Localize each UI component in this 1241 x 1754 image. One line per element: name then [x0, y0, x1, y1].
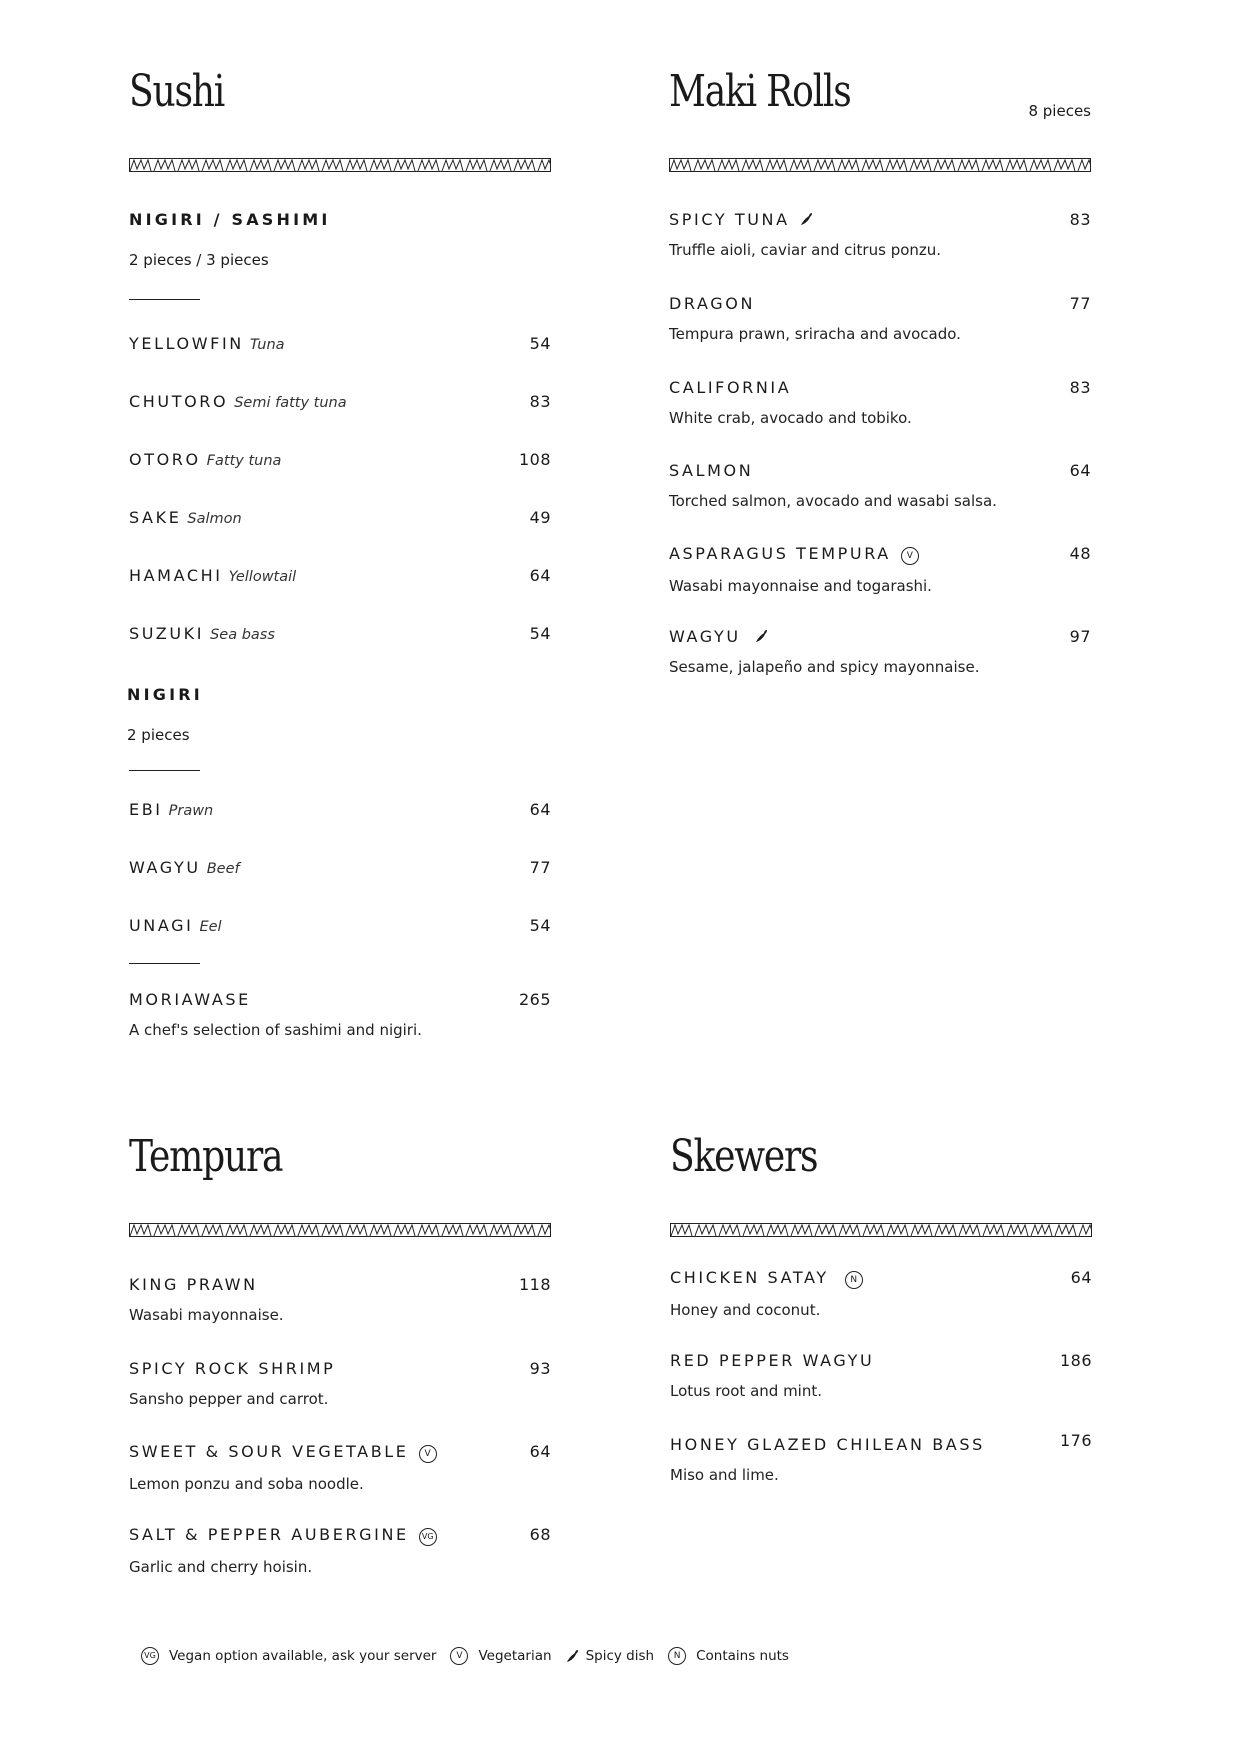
legend-nuts: [668, 1647, 789, 1665]
item-description: White crab, avocado and tobiko.: [669, 409, 912, 427]
item-translation: Fatty tuna: [206, 453, 282, 469]
menu-item: [669, 378, 1091, 427]
item-price: 83: [1069, 210, 1091, 229]
menu-item: [129, 800, 551, 819]
vegetarian-icon: V: [901, 547, 919, 565]
menu-item: [669, 627, 1091, 676]
item-translation: Semi fatty tuna: [234, 395, 347, 411]
item-price: 108: [518, 450, 551, 469]
legend-vegetarian: [450, 1647, 551, 1665]
item-translation: Eel: [199, 919, 222, 935]
spicy-icon: [566, 1649, 580, 1663]
menu-item: [129, 858, 551, 877]
menu-item: [129, 1275, 551, 1324]
menu-item: [670, 1268, 1092, 1319]
item-price: 64: [1069, 461, 1091, 480]
item-price: 48: [1069, 544, 1091, 563]
decorative-border: [129, 158, 551, 172]
item-translation: Yellowtail: [228, 569, 297, 585]
item-translation: Salmon: [187, 511, 242, 527]
vegetarian-icon: V: [450, 1647, 468, 1665]
item-price: 186: [1059, 1351, 1092, 1370]
nuts-icon: N: [845, 1271, 863, 1289]
skewers-section: [670, 1131, 1092, 1535]
group-subtitle: 2 pieces: [127, 726, 190, 744]
menu-item: [129, 990, 551, 1039]
item-price: 64: [529, 800, 551, 819]
item-name: ASPARAGUS TEMPURA: [669, 544, 891, 563]
item-price: 77: [529, 858, 551, 877]
item-name: WAGYU: [669, 627, 741, 646]
menu-item: [129, 916, 551, 935]
item-name: RED PEPPER WAGYU: [670, 1351, 875, 1370]
section-title: Maki Rolls: [669, 66, 851, 117]
menu-item: [669, 461, 1091, 510]
legend-label: Vegetarian: [478, 1648, 552, 1664]
item-description: Wasabi mayonnaise and togarashi.: [669, 577, 932, 595]
item-name: MORIAWASE: [129, 990, 251, 1009]
menu-item: [670, 1431, 1092, 1484]
menu-item: [129, 508, 551, 527]
item-name: SPICY ROCK SHRIMP: [129, 1359, 336, 1378]
item-price: 64: [1070, 1268, 1092, 1287]
item-price: 118: [518, 1275, 551, 1294]
item-name: SWEET & SOUR VEGETABLE: [129, 1442, 409, 1461]
legend-label: Spicy dish: [585, 1648, 655, 1664]
item-description: Honey and coconut.: [670, 1301, 821, 1319]
item-price: 77: [1069, 294, 1091, 313]
decorative-border: [129, 1223, 551, 1237]
item-description: Wasabi mayonnaise.: [129, 1306, 284, 1324]
spicy-icon: [755, 629, 769, 643]
sushi-section: [127, 66, 551, 1050]
item-description: Lemon ponzu and soba noodle.: [129, 1475, 364, 1493]
item-price: 54: [529, 334, 551, 353]
vegetarian-icon: V: [419, 1445, 437, 1463]
section-subtitle: 8 pieces: [1028, 102, 1091, 120]
menu-item: [129, 566, 551, 585]
item-translation: Tuna: [249, 337, 285, 353]
vegan-icon: VG: [141, 1647, 159, 1665]
item-name: CHUTORO: [129, 392, 229, 411]
item-description: A chef's selection of sashimi and nigiri.: [129, 1021, 422, 1039]
menu-item: [669, 294, 1091, 343]
nuts-icon: N: [668, 1647, 686, 1665]
legend-label: Vegan option available, ask your server: [169, 1648, 437, 1664]
item-price: 83: [1069, 378, 1091, 397]
item-price: 176: [1059, 1431, 1092, 1450]
item-price: 54: [529, 624, 551, 643]
menu-item: [129, 1442, 551, 1493]
item-description: Sansho pepper and carrot.: [129, 1390, 329, 1408]
item-price: 265: [518, 990, 551, 1009]
item-name: OTORO: [129, 450, 201, 469]
item-price: 64: [529, 566, 551, 585]
item-description: Lotus root and mint.: [670, 1382, 823, 1400]
menu-item: [670, 1351, 1092, 1400]
item-name: SAKE: [129, 508, 182, 527]
group-heading: NIGIRI / SASHIMI: [129, 210, 331, 229]
item-name: WAGYU: [129, 858, 201, 877]
item-description: Garlic and cherry hoisin.: [129, 1558, 313, 1576]
item-translation: Prawn: [168, 803, 214, 819]
spicy-icon: [800, 212, 814, 226]
decorative-border: [670, 1223, 1092, 1237]
item-price: 83: [529, 392, 551, 411]
item-name: EBI: [129, 800, 163, 819]
maki-section: [669, 66, 1091, 710]
item-translation: Sea bass: [210, 627, 275, 643]
item-name: HAMACHI: [129, 566, 223, 585]
item-name: KING PRAWN: [129, 1275, 258, 1294]
tempura-section: [129, 1131, 551, 1605]
vegan-icon: VG: [419, 1528, 437, 1546]
menu-item: [129, 334, 551, 353]
divider: [129, 770, 200, 771]
menu-item: [669, 544, 1091, 595]
legend-spicy: [566, 1648, 655, 1664]
item-description: Truffle aioli, caviar and citrus ponzu.: [669, 241, 942, 259]
item-price: 68: [529, 1525, 551, 1544]
item-description: Miso and lime.: [670, 1466, 779, 1484]
item-name: SPICY TUNA: [669, 210, 790, 229]
dietary-legend: [141, 1647, 803, 1665]
item-price: 97: [1069, 627, 1091, 646]
menu-item: [129, 450, 551, 469]
item-name: SUZUKI: [129, 624, 205, 643]
item-name: DRAGON: [669, 294, 756, 313]
menu-item: [129, 624, 551, 643]
section-title: Tempura: [129, 1131, 283, 1182]
item-name: YELLOWFIN: [129, 334, 244, 353]
item-price: 64: [529, 1442, 551, 1461]
item-name: HONEY GLAZED CHILEAN BASS: [670, 1435, 985, 1454]
menu-item: [669, 210, 1091, 259]
section-title: Skewers: [670, 1131, 818, 1182]
item-description: Torched salmon, avocado and wasabi salsa.: [669, 492, 997, 510]
menu-item: [129, 1359, 551, 1408]
item-description: Sesame, jalapeño and spicy mayonnaise.: [669, 658, 980, 676]
section-title: Sushi: [129, 66, 225, 117]
divider: [129, 299, 200, 300]
item-name: UNAGI: [129, 916, 194, 935]
decorative-border: [669, 158, 1091, 172]
item-name: CALIFORNIA: [669, 378, 792, 397]
legend-vegan: [141, 1647, 436, 1665]
item-name: CHICKEN SATAY: [670, 1268, 829, 1287]
item-price: 54: [529, 916, 551, 935]
legend-label: Contains nuts: [696, 1648, 789, 1664]
group-subtitle: 2 pieces / 3 pieces: [129, 251, 269, 269]
item-name: SALMON: [669, 461, 754, 480]
item-description: Tempura prawn, sriracha and avocado.: [669, 325, 961, 343]
item-name: SALT & PEPPER AUBERGINE: [129, 1525, 409, 1544]
item-price: 93: [529, 1359, 551, 1378]
divider: [129, 963, 200, 964]
group-heading: NIGIRI: [127, 685, 203, 704]
item-translation: Beef: [206, 861, 240, 877]
item-price: 49: [529, 508, 551, 527]
menu-item: [129, 1525, 551, 1576]
menu-item: [129, 392, 551, 411]
